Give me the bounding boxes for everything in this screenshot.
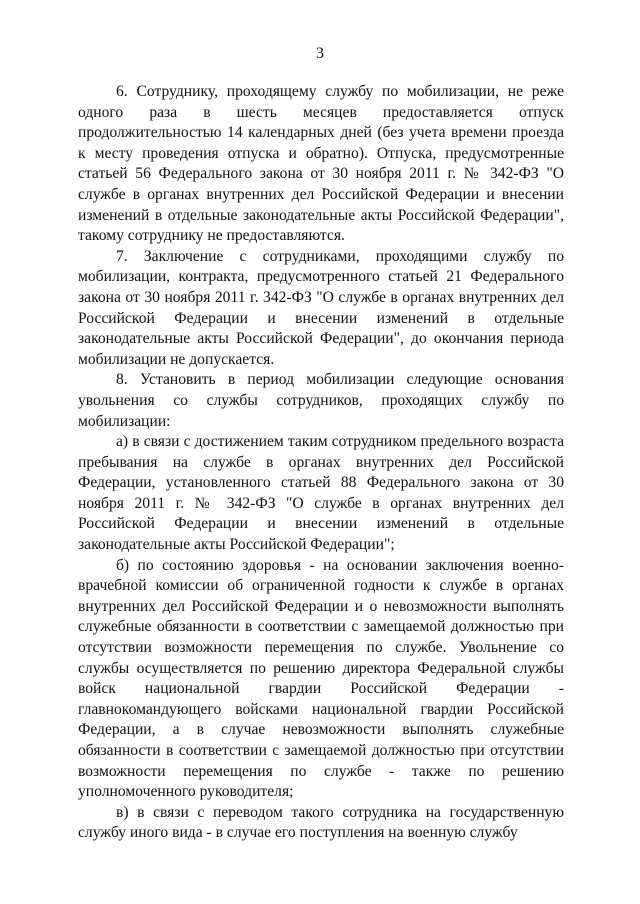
subparagraph-v-transfer: в) в связи с переводом такого сотрудника на государственную службу иного вида - в случае его поступления на военную службу bbox=[78, 803, 564, 842]
document-body bbox=[78, 82, 564, 844]
subparagraph-b-health: б) по состоянию здоровья - на основании заключения военно-врачебной комиссии об ограниченной годности к службе в органах внутренних дел Российской Федерации и о невозможности выполнять служебные обязанности в соответствии с замещаемой должностью при отсутствии возможности перемещения по службе. Увольнение со службы осуществляется по решению директора Федеральной службы войск национальной гвардии Российской Федерации - главнокомандующего войсками национальной гвардии Российской Федерации, а в случае невозможности выполнять служебные обязанности в соответствии с замещаемой должностью при отсутствии возможности перемещения по службе - также по решению уполномоченного руководителя; bbox=[78, 556, 564, 801]
paragraph-6-leave: 6. Сотруднику, проходящему службу по мобилизации, не реже одного раза в шесть месяцев предоставляется отпуск продолжительностью 14 календарных дней (без учета времени проезда к месту проведения отпуска и обратно). Отпуска, предусмотренные статьей 56 Федерального закона от 30 ноября 2011 г. № 342-ФЗ "О службе в органах внутренних дел Российской Федерации и внесении изменений в отдельные законодательные акты Российской Федерации", такому сотруднику не предоставляются. bbox=[78, 83, 564, 245]
paragraph-8-dismissal-grounds: 8. Установить в период мобилизации следующие основания увольнения со службы сотрудников, проходящих службу по мобилизации: bbox=[78, 371, 564, 430]
subparagraph-a-age-limit: а) в связи с достижением таким сотрудником предельного возраста пребывания на службе в органах внутренних дел Российской Федерации, установленного статьей 88 Федерального закона от 30 ноября 2011 г. № 342-ФЗ "О службе в органах внутренних дел Российской Федерации и внесении изменений в отдельные законодательные акты Российской Федерации"; bbox=[78, 433, 564, 554]
paragraph-7-contract: 7. Заключение с сотрудниками, проходящими службу по мобилизации, контракта, предусмотренного статьей 21 Федерального закона от 30 ноября 2011 г. 342-ФЗ "О службе в органах внутренних дел Российской Федерации и внесении изменений в отдельные законодательные акты Российской Федерации", до окончания периода мобилизации не допускается. bbox=[78, 247, 564, 368]
page-number: 3 bbox=[316, 45, 324, 62]
